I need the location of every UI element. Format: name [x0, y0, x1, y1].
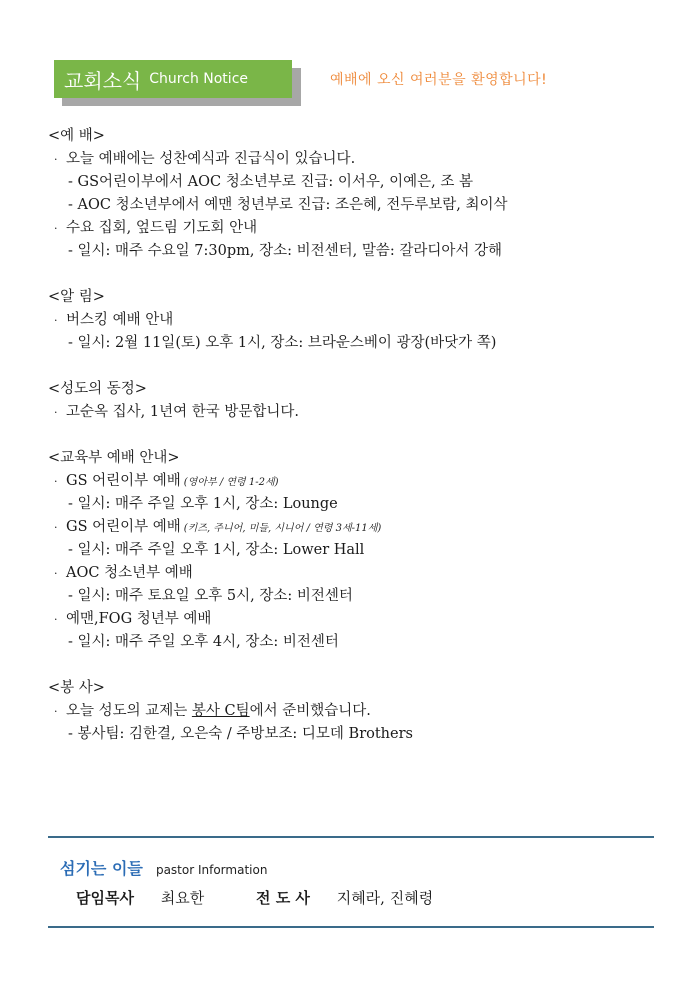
notice-section: [48, 285, 668, 355]
bullet-icon: ·: [54, 567, 58, 580]
members-title: <성도의 동정>: [48, 381, 147, 397]
list-subitem: - AOC 청소년부에서 예맨 청년부로 진급: 조은혜, 전두루보람, 최이삭: [68, 197, 508, 213]
worship-section: [48, 124, 668, 263]
list-item: · 버스킹 예배 안내: [48, 309, 668, 332]
service-title: <봉 사>: [48, 680, 105, 696]
list-subitem: - 일시: 매주 주일 오후 1시, 장소: Lower Hall: [68, 542, 365, 558]
list-item: · GS 어린이부 예배 (키즈, 주니어, 미들, 시니어 / 연령 3세-11세): [48, 516, 668, 539]
bullet-icon: ·: [54, 314, 58, 327]
bullet-icon: ·: [54, 222, 58, 235]
worship-title: <예 배>: [48, 128, 105, 144]
evangelist-names: 지혜라, 진혜령: [336, 889, 434, 907]
pastor-title: 섬기는 이들: [60, 859, 143, 878]
pastor-name: 최요한: [160, 889, 205, 907]
list-subitem: - GS어린이부에서 AOC 청소년부로 진급: 이서우, 이예은, 조 봄: [68, 174, 473, 190]
role-label: 담임목사: [76, 889, 134, 907]
top-divider: [48, 836, 654, 838]
list-subitem: - 일시: 매주 주일 오후 1시, 장소: Lounge: [68, 496, 338, 512]
banner-title-korean: 교회소식: [64, 68, 142, 93]
list-item: · 고순옥 집사, 1년여 한국 방문합니다.: [48, 401, 668, 424]
members-section: [48, 377, 668, 424]
education-section: [48, 446, 668, 654]
welcome-message: 예배에 오신 여러분을 환영합니다!: [330, 72, 548, 88]
service-team-name: 봉사 C팀: [191, 703, 250, 719]
list-subitem: - 일시: 매주 수요일 7:30pm, 장소: 비전센터, 말씀: 갈라디아서 강해: [68, 243, 503, 259]
list-item: · AOC 청소년부 예배: [48, 562, 668, 585]
list-subitem: - 일시: 2월 11일(토) 오후 1시, 장소: 브라운스베이 광장(바닷가 쪽): [68, 335, 497, 351]
age-note: (키즈, 주니어, 미들, 시니어 / 연령 3세-11세): [183, 523, 382, 534]
pastor-subtitle: pastor Information: [155, 863, 268, 877]
list-item: · 수요 집회, 엎드림 기도회 안내: [48, 217, 668, 240]
list-subitem: - 봉사팀: 김한결, 오은숙 / 주방보조: 디모데 Brothers: [68, 726, 413, 742]
education-title: <교육부 예배 안내>: [48, 450, 180, 466]
senior-pastor: [76, 887, 204, 908]
evangelists: [256, 887, 433, 908]
list-item: · GS 어린이부 예배 (영아부 / 연령 1-2세): [48, 470, 668, 493]
list-item: · 오늘 성도의 교제는 봉사 C팀에서 준비했습니다.: [48, 700, 668, 723]
bullet-icon: ·: [54, 406, 58, 419]
banner-title-english: Church Notice: [149, 71, 248, 87]
bullet-icon: ·: [54, 705, 58, 718]
bottom-divider: [48, 926, 654, 928]
bullet-icon: ·: [54, 153, 58, 166]
notice-content: [48, 124, 668, 768]
service-section: [48, 676, 668, 746]
list-subitem: - 일시: 매주 토요일 오후 5시, 장소: 비전센터: [68, 588, 353, 604]
list-item: · 오늘 예배에는 성찬예식과 진급식이 있습니다.: [48, 148, 668, 171]
bullet-icon: ·: [54, 613, 58, 626]
role-label: 전 도 사: [256, 889, 310, 907]
age-note: (영아부 / 연령 1-2세): [183, 477, 279, 488]
church-notice-banner: [54, 60, 292, 98]
bullet-icon: ·: [54, 475, 58, 488]
list-item: · 예맨,FOG 청년부 예배: [48, 608, 668, 631]
notice-title: <알 림>: [48, 289, 105, 305]
pastor-heading: [60, 856, 267, 879]
bullet-icon: ·: [54, 521, 58, 534]
list-subitem: - 일시: 매주 주일 오후 4시, 장소: 비전센터: [68, 634, 339, 650]
